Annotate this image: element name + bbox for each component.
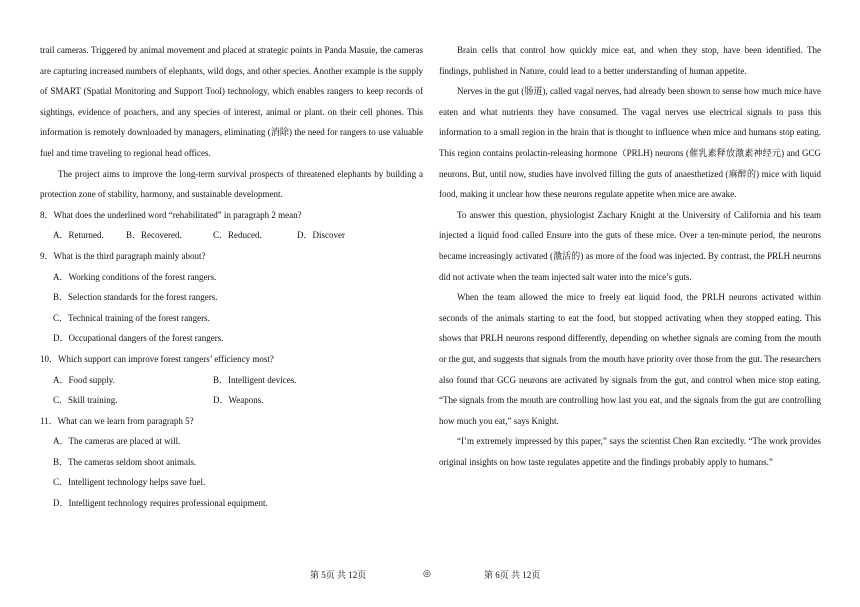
right-page-number: 第 6页 共 12页 bbox=[484, 570, 541, 580]
question-9-stem: 9．What is the third paragraph mainly about? bbox=[40, 250, 206, 261]
question-8-option-c: C．Reduced. bbox=[213, 230, 262, 241]
right-column bbox=[439, 40, 821, 472]
passage-paragraph-3: To answer this question, physiologist Zachary Knight at the University of California and his team injected a liquid food called Ensure into the guts of these mice. Over a ten-minute period, the neurons became increasingly activated (激活的) as more of the food was injected. By contrast, the PRLH neurons did not activate when the team injected salt water into the mice’s guts. bbox=[439, 209, 821, 282]
passage-paragraph-project: The project aims to improve the long-term survival prospects of threatened elephants by building a protection zone of stability, harmony, and sustainable development. bbox=[40, 168, 423, 200]
question-10-options-row-2 bbox=[40, 390, 423, 411]
question-8-option-d: D．Discover bbox=[297, 230, 345, 241]
question-11-option-c: C．Intelligent technology helps save fuel. bbox=[53, 477, 206, 488]
question-11-option-b: B．The cameras seldom shoot animals. bbox=[53, 456, 197, 467]
passage-paragraph-continuation: trail cameras. Triggered by animal movement and placed at strategic points in Panda Masuie, the cameras are capturing increased numbers of elephants, wild dogs, and other species. Another example is the supply of SMART (Spatial Monitoring and Support Tool) technology, which enables rangers to keep records of sightings, evidence of poachers, and any species of interest, animal or plant. on their cell phones. This information is remotely downloaded by managers, eliminating (消除) the need for rangers to use valuable fuel and time traveling to regional head offices. bbox=[40, 45, 423, 158]
left-page-number: 第 5页 共 12页 bbox=[310, 570, 367, 580]
question-11-option-a: A．The cameras are placed at will. bbox=[53, 436, 181, 447]
question-11-option-d: D．Intelligent technology requires professional equipment. bbox=[53, 498, 268, 509]
question-10-option-a: A．Food supply. bbox=[53, 374, 115, 385]
left-column bbox=[40, 40, 423, 514]
question-10-option-d: D．Weapons. bbox=[213, 395, 264, 406]
question-8-option-a: A．Returned. bbox=[53, 230, 104, 241]
passage-paragraph-4: When the team allowed the mice to freely eat liquid food, the PRLH neurons activated within seconds of the animals starting to eat the food, but stopped activating when they stopped eating. This shows that PRLH neurons respond differently, depending on whether signals are coming from the mouth or the gut, and suggests that signals from the mouth have priority over those from the gut. The researchers also found that GCG neurons are activated by signals from the gut, and control when mice stop eating. “The signals from the mouth are controlling how last you eat, and the signals from the gut are controlling how much you eat,” says Knight. bbox=[439, 292, 821, 426]
passage-paragraph-1: Brain cells that control how quickly mice eat, and when they stop, have been identified. The findings, published in Nature, could lead to a better understanding of human appetite. bbox=[439, 45, 821, 76]
passage-paragraph-5: “I’m extremely impressed by this paper,” says the scientist Chen Ran excitedly. “The work provides original insights on how taste regulates appetite and the findings probably apply to humans.” bbox=[439, 436, 821, 467]
question-8-option-b: B．Recovered. bbox=[126, 230, 182, 241]
footer-circle-symbol: ◎ bbox=[423, 568, 431, 578]
question-11-stem: 11．What can we learn from paragraph 5? bbox=[40, 415, 194, 426]
question-10-option-c: C．Skill training. bbox=[53, 395, 118, 406]
question-10-option-b: B．Intelligent devices. bbox=[213, 374, 297, 385]
question-10-options-row-1 bbox=[40, 370, 423, 391]
passage-paragraph-2: Nerves in the gut (肠道), called vagal nerves, had already been shown to sense how much mice have eaten and what nutrients they have consumed. The vagal nerves use electrical signals to pass this information to a small region in the brain that is thought to influence when mice and humans stop eating. This region contains prolactin-releasing hormone（PRLH) neurons (催乳素释放激素神经元) and GCG neurons. But, until now, studies have involved filling the guts of anaesthetized (麻醉的) mice with liquid food, making it unclear how these neurons regulate appetite when mice are awake. bbox=[439, 86, 821, 200]
page-footer bbox=[0, 568, 860, 588]
question-9-option-c: C．Technical training of the forest rangers. bbox=[53, 312, 210, 323]
question-8-options bbox=[40, 225, 423, 246]
question-9-option-d: D．Occupational dangers of the forest rangers. bbox=[53, 333, 224, 344]
question-9-option-b: B．Selection standards for the forest rangers. bbox=[53, 292, 218, 303]
question-9-option-a: A．Working conditions of the forest rangers. bbox=[53, 271, 217, 282]
question-10-stem: 10．Which support can improve forest rangers’ efficiency most? bbox=[40, 353, 274, 364]
question-8-stem: 8．What does the underlined word “rehabilitated” in paragraph 2 mean? bbox=[40, 209, 302, 220]
